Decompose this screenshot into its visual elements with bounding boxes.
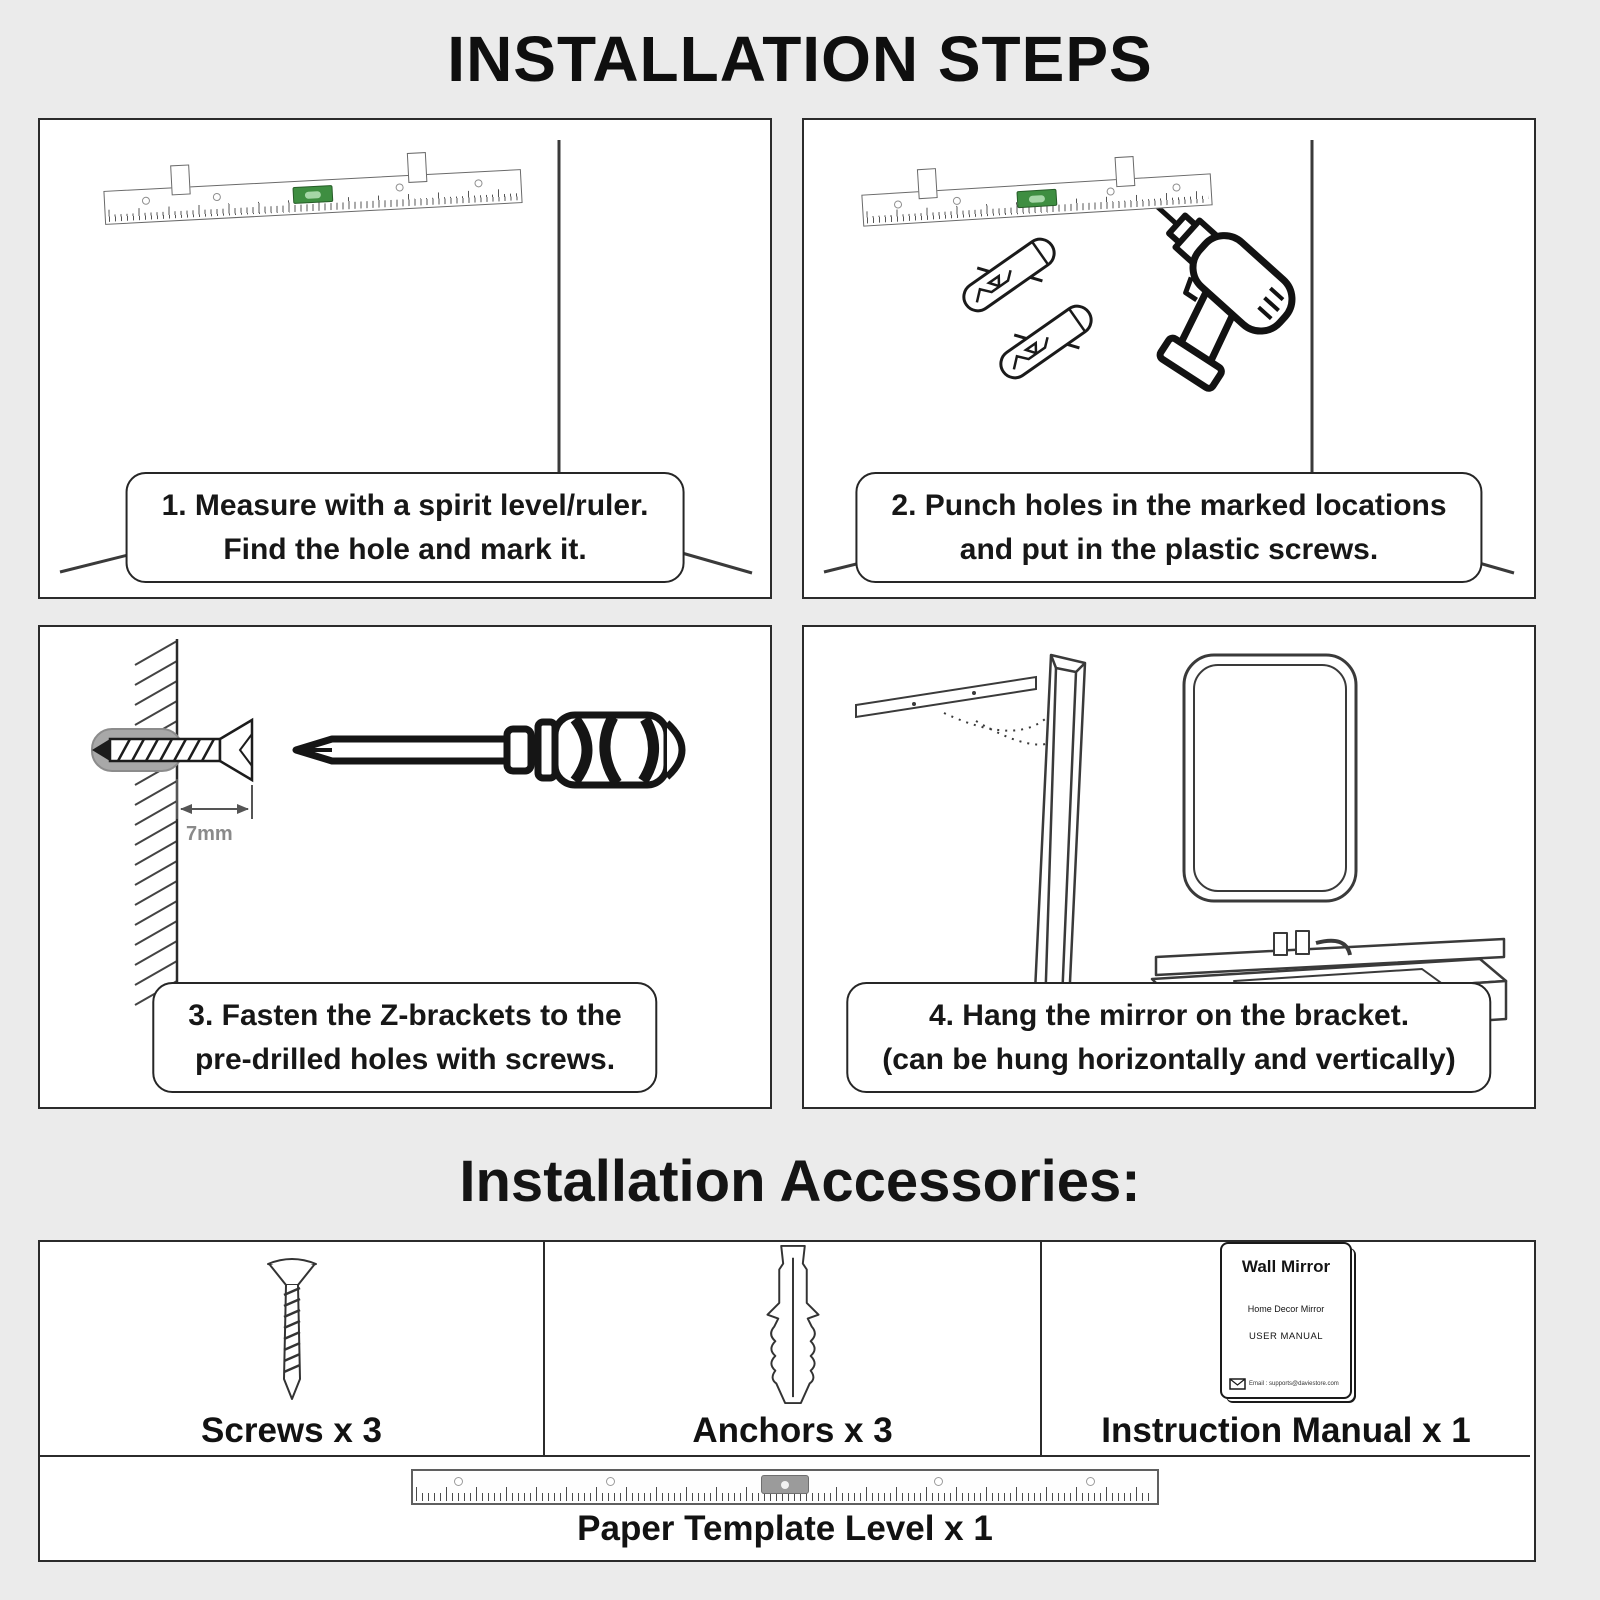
step-4-panel — [802, 625, 1536, 1109]
step-3-caption-line1: 3. Fasten the Z-brackets to the — [188, 999, 622, 1032]
step-3-caption — [152, 982, 657, 1093]
step-1-caption — [126, 472, 685, 583]
plastic-anchor-icon — [953, 226, 1066, 325]
accessory-cell-manual — [1042, 1242, 1530, 1457]
level-window-icon — [761, 1475, 809, 1494]
ruler-tab — [917, 168, 938, 199]
spirit-level-bubble-icon — [292, 185, 333, 204]
wall-anchor-icon — [755, 1242, 831, 1407]
accessory-label: Instruction Manual x 1 — [1101, 1411, 1471, 1450]
ruler-tab — [1115, 156, 1136, 187]
manual-booklet-icon — [1220, 1242, 1352, 1399]
step-2-caption-line2: and put in the plastic screws. — [959, 532, 1379, 566]
accessory-cell-anchors — [545, 1242, 1042, 1457]
wall-hatching — [135, 641, 177, 1005]
ruler-hole — [1106, 187, 1114, 195]
manual-title: Wall Mirror — [1241, 1257, 1331, 1276]
ruler-tab — [406, 152, 427, 183]
envelope-icon — [1229, 1378, 1246, 1390]
ruler-hole — [454, 1477, 463, 1486]
ruler-hole — [396, 183, 404, 191]
step-2-caption-line1: 2. Punch holes in the marked locations — [891, 489, 1447, 522]
accessory-label: Paper Template Level x 1 — [577, 1509, 993, 1548]
manual-type-line: USER MANUAL — [1248, 1331, 1324, 1342]
ruler-hole — [475, 179, 483, 187]
ruler-tab — [170, 164, 191, 195]
accessory-cell-screws — [40, 1242, 545, 1457]
ruler-hole — [142, 197, 150, 205]
screwdriver-icon — [296, 715, 682, 785]
step-4-caption-line2: (can be hung horizontally and vertically) — [882, 1042, 1456, 1076]
ruler-hole — [213, 193, 221, 201]
manual-subtitle: Home Decor Mirror — [1247, 1304, 1325, 1314]
ruler-hole — [606, 1477, 615, 1486]
depth-label: 7mm — [186, 823, 233, 845]
paper-template-level-icon — [411, 1469, 1159, 1505]
mirror-front-view-icon — [1184, 655, 1356, 901]
step-3-panel — [38, 625, 772, 1109]
page-title: INSTALLATION STEPS — [447, 23, 1153, 95]
accessory-cell-paper-template — [40, 1457, 1530, 1560]
manual-email: Email : supports@daviestore.com — [1249, 1381, 1339, 1387]
ruler-hole — [894, 200, 902, 208]
step-1-panel — [38, 118, 772, 599]
step-4-caption-line1: 4. Hang the mirror on the bracket. — [928, 999, 1410, 1032]
wall-bracket-icon — [856, 677, 1070, 745]
ruler-hole — [1086, 1477, 1095, 1486]
depth-dimension — [177, 779, 252, 819]
step-4-caption — [846, 982, 1491, 1093]
step-3-caption-line2: pre-drilled holes with screws. — [194, 1042, 616, 1076]
level-hole — [781, 1481, 789, 1489]
ruler-hole — [1172, 183, 1180, 191]
ruler-hole — [934, 1477, 943, 1486]
step-1-caption-line2: Find the hole and mark it. — [223, 532, 587, 566]
accessories-heading: Installation Accessories: — [459, 1149, 1141, 1214]
ruler-hole — [953, 197, 961, 205]
accessory-label: Screws x 3 — [201, 1411, 382, 1450]
step-2-caption — [855, 472, 1482, 583]
accessories-table — [38, 1240, 1536, 1562]
step-2-panel — [802, 118, 1536, 599]
spirit-level-bubble-icon — [1016, 189, 1057, 208]
screw-icon — [260, 1257, 324, 1407]
plastic-anchor-icon — [990, 293, 1103, 392]
step-1-caption-line1: 1. Measure with a spirit level/ruler. — [161, 489, 649, 522]
level-bubble — [305, 191, 321, 199]
level-bubble — [1029, 195, 1045, 203]
accessory-label: Anchors x 3 — [692, 1411, 893, 1450]
